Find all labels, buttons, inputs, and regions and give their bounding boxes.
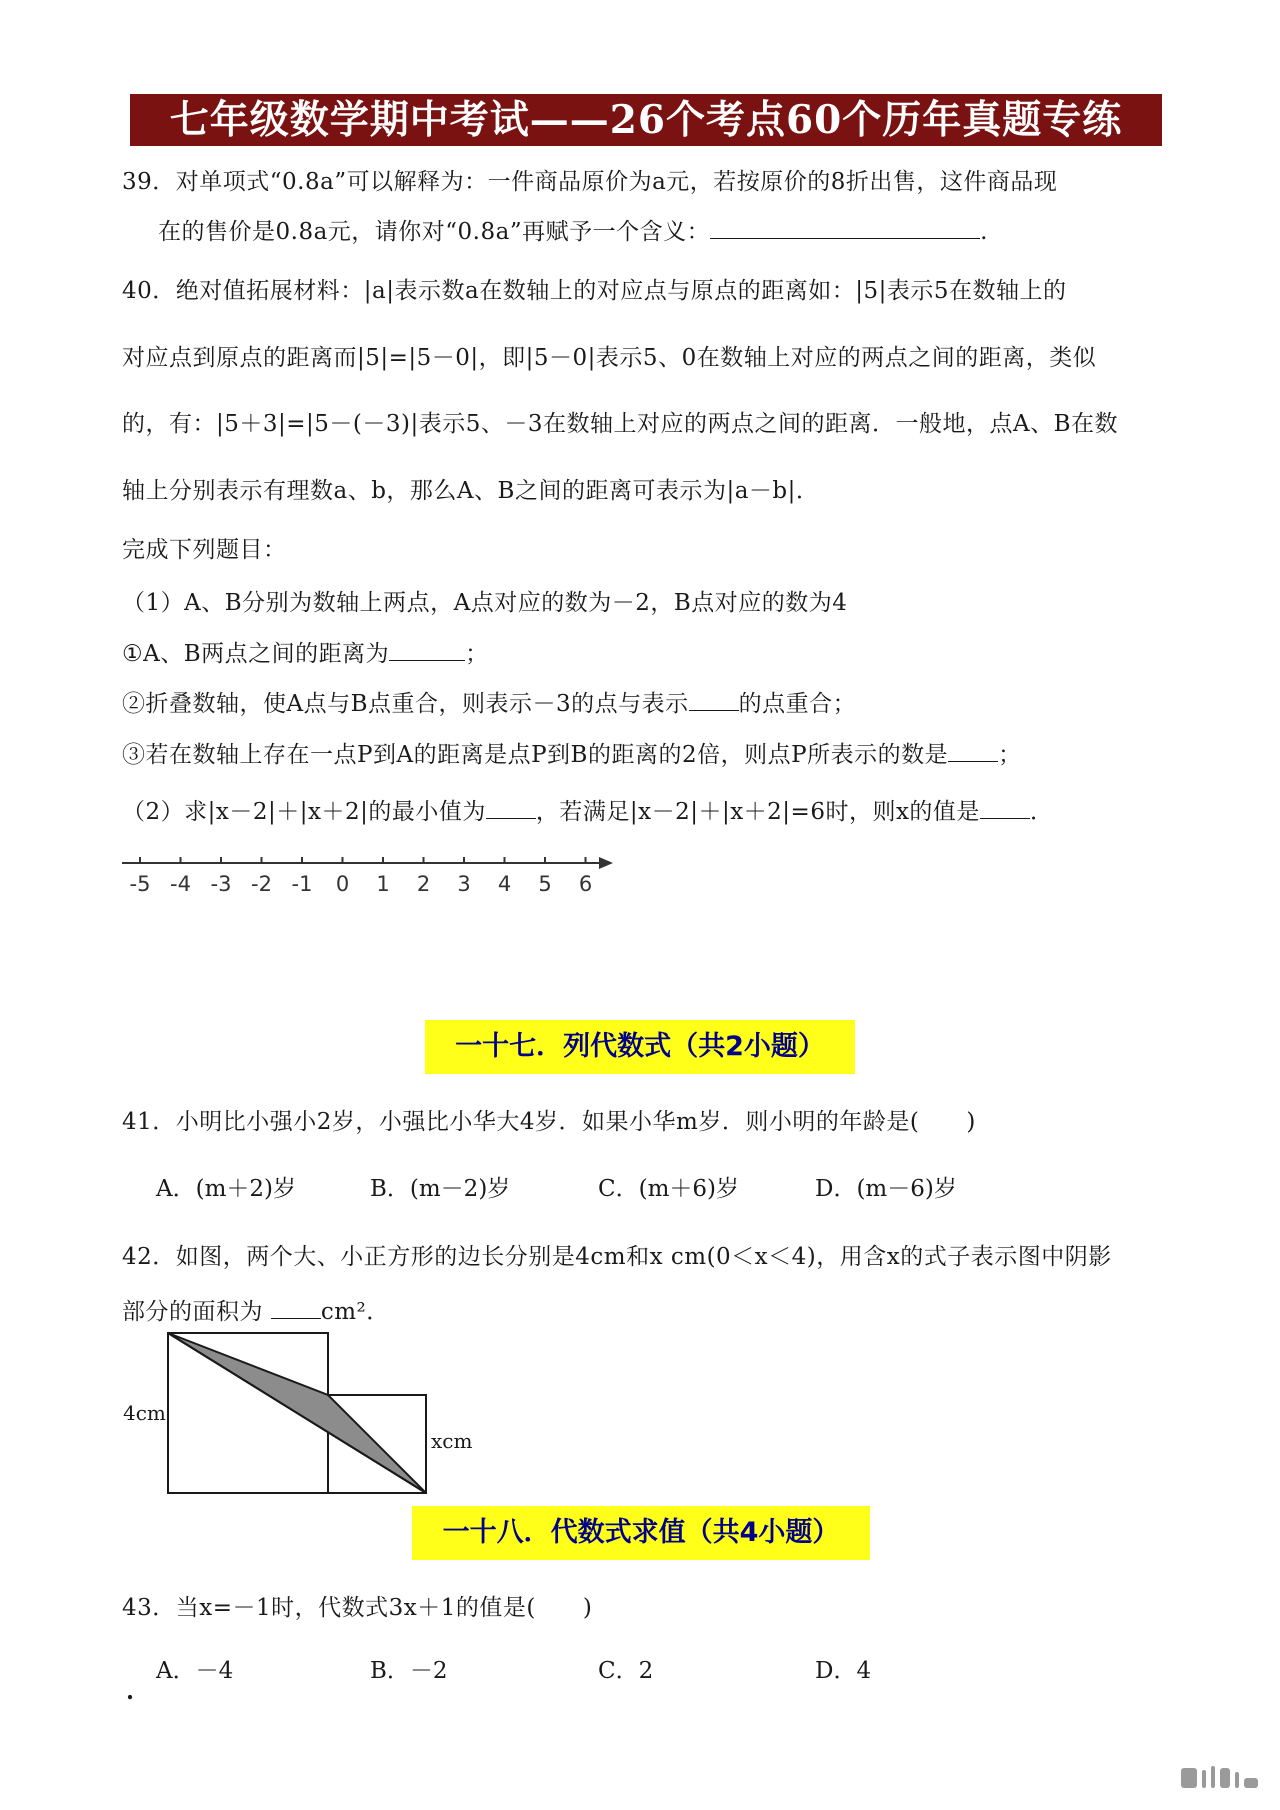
q40-part2-a: （2）求|x－2|＋|x＋2|的最小值为 <box>122 799 486 825</box>
number-line-tick-label: -5 <box>129 872 151 896</box>
q39-line2-end: . <box>980 219 988 245</box>
q40-prompt: 完成下列题目： <box>122 537 287 563</box>
q40-sub2-end: 的点重合； <box>738 691 857 717</box>
squares-diagram <box>115 1325 485 1500</box>
q40-sub3-end: ； <box>998 742 1022 768</box>
number-line-tick-label: -2 <box>251 872 272 896</box>
number-line-tick-label: -1 <box>291 872 313 896</box>
q40-sub1-text: ①A、B两点之间的距离为 <box>122 641 390 667</box>
q40-sub2 <box>122 685 856 718</box>
q40-sub1-end: ； <box>465 641 489 667</box>
number-line-tick-label: -3 <box>210 872 232 896</box>
answer-blank <box>948 741 998 762</box>
diagonal-line <box>168 1333 426 1493</box>
q40-part1: （1）A、B分别为数轴上两点，A点对应的数为－2，B点对应的数为4 <box>122 590 848 616</box>
page-title: 七年级数学期中考试——26个考点60个历年真题专练 <box>130 94 1162 146</box>
label-large-side: 4cm <box>123 1401 166 1425</box>
q39-line2-text: 在的售价是0.8a元，请你对“0.8a”再赋予一个含义： <box>158 219 711 245</box>
q40-line2: 对应点到原点的距离而|5|=|5－0|，即|5－0|表示5、0在数轴上对应的两点之间的距离，类似 <box>122 345 1097 371</box>
trailing-dot: . <box>126 1678 135 1705</box>
q43-option-c: C．2 <box>598 1658 654 1684</box>
number-line-tick-label: 2 <box>416 872 431 896</box>
q40-sub1 <box>122 635 489 668</box>
answer-blank <box>486 798 536 819</box>
number-line <box>115 850 625 902</box>
number-line-tick-label: 4 <box>497 872 512 896</box>
q39-line2 <box>158 213 988 246</box>
q43-option-d: D．4 <box>815 1658 872 1684</box>
number-line-tick-label: 5 <box>538 872 552 896</box>
q43-option-b: B．－2 <box>370 1658 448 1684</box>
q43-stem: 43．当x=－1时，代数式3x＋1的值是( ) <box>122 1595 593 1621</box>
q41-option-b: B．(m－2)岁 <box>370 1176 511 1202</box>
q40-sub3 <box>122 736 1022 769</box>
q41-option-a: A．(m＋2)岁 <box>156 1176 296 1202</box>
label-small-side: xcm <box>431 1429 473 1453</box>
number-line-tick-label: -4 <box>170 872 191 896</box>
number-line-arrow <box>599 857 613 869</box>
q40-part2 <box>122 793 1053 826</box>
q42-line2-text: 部分的面积为 <box>122 1299 271 1325</box>
q42-line2 <box>122 1293 390 1326</box>
q41-option-d: D．(m－6)岁 <box>815 1176 957 1202</box>
viewer-toolbar-icon <box>1181 1766 1258 1788</box>
q40-part2-b: ，若满足|x－2|＋|x＋2|=6时，则x的值是 <box>535 799 980 825</box>
q42-line2-unit: cm²． <box>320 1299 390 1325</box>
q39-line1: 39．对单项式“0.8a”可以解释为：一件商品原价为a元，若按原价的8折出售，这件商品现 <box>122 169 1058 195</box>
answer-blank <box>710 218 980 239</box>
q41-option-c: C．(m＋6)岁 <box>598 1176 739 1202</box>
q40-line3: 的，有：|5＋3|=|5－(－3)|表示5、－3在数轴上对应的两点之间的距离．一般地，点A、B在数 <box>122 411 1119 437</box>
answer-blank <box>271 1298 321 1319</box>
q40-line4: 轴上分别表示有理数a、b，那么A、B之间的距离可表示为|a－b|． <box>122 478 820 504</box>
q43-option-a: A．－4 <box>156 1658 234 1684</box>
q41-stem: 41．小明比小强小2岁，小强比小华大4岁．如果小华m岁．则小明的年龄是( ) <box>122 1109 976 1135</box>
answer-blank <box>689 690 739 711</box>
number-line-tick-label: 3 <box>457 872 471 896</box>
section-heading-18: 一十八．代数式求值（共4小题） <box>412 1506 870 1560</box>
q40-sub2-text: ②折叠数轴，使A点与B点重合，则表示－3的点与表示 <box>122 691 689 717</box>
section-heading-17: 一十七．列代数式（共2小题） <box>425 1020 855 1074</box>
q40-line1: 40．绝对值拓展材料：|a|表示数a在数轴上的对应点与原点的距离如：|5|表示5在数轴上的 <box>122 278 1067 304</box>
q40-sub3-text: ③若在数轴上存在一点P到A的距离是点P到B的距离的2倍，则点P所表示的数是 <box>122 742 949 768</box>
answer-blank <box>980 798 1030 819</box>
number-line-tick-label: 0 <box>335 872 350 896</box>
answer-blank <box>389 640 465 661</box>
number-line-tick-label: 6 <box>578 872 593 896</box>
number-line-tick-label: 1 <box>376 872 390 896</box>
q40-part2-c: ． <box>1029 799 1054 825</box>
q42-line1: 42．如图，两个大、小正方形的边长分别是4cm和x cm(0＜x＜4)，用含x的式子表示图中阴影 <box>122 1244 1112 1270</box>
